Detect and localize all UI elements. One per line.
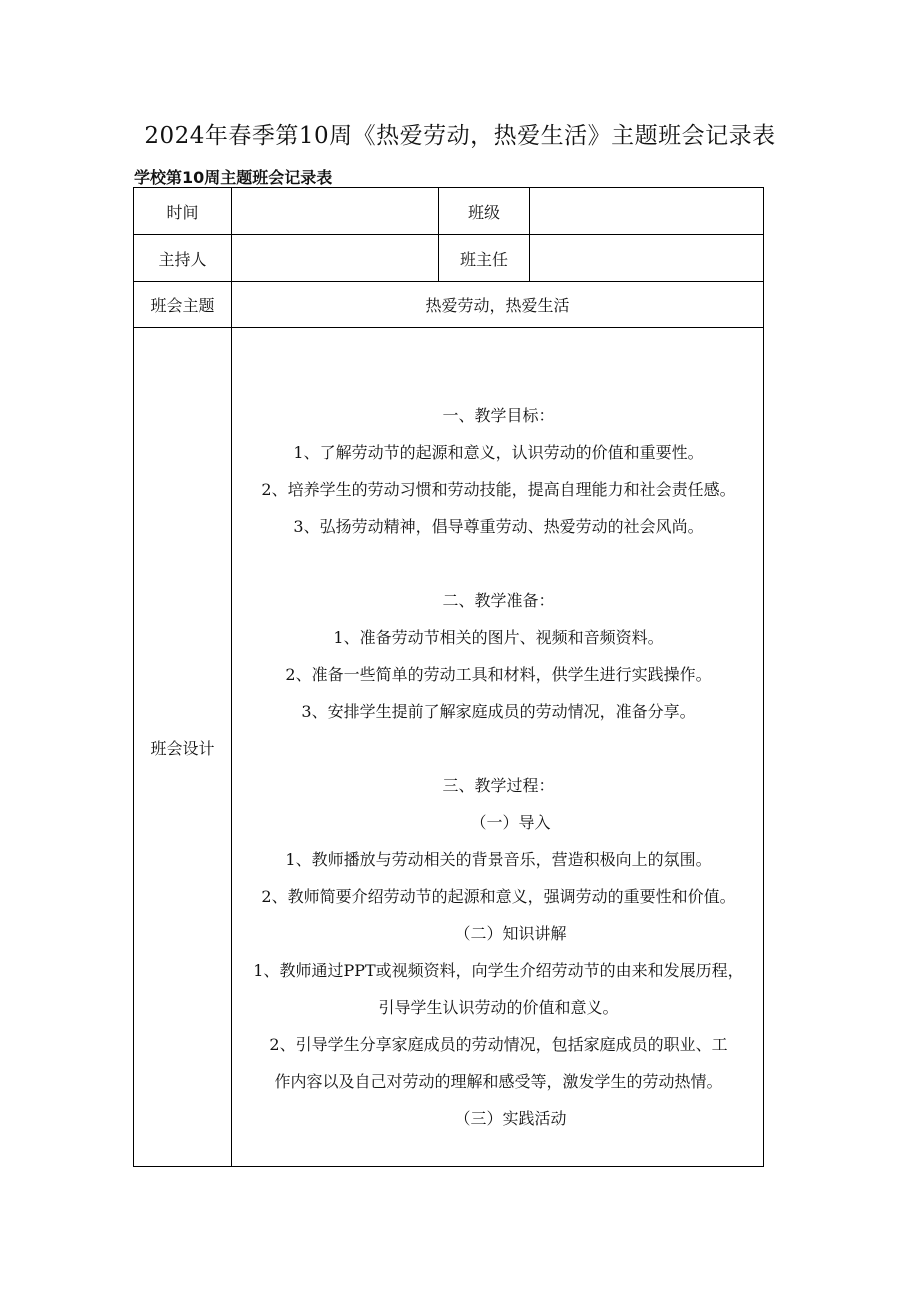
topic-label: 班会主题: [134, 282, 232, 328]
practice-heading: （三）实践活动: [454, 1109, 567, 1128]
design-content: [232, 328, 764, 1167]
knowledge-item-line: 引导学生认识劳动的价值和意义。: [378, 998, 619, 1017]
topic-value: 热爱劳动，热爱生活: [232, 282, 764, 328]
intro-heading: （一）导入: [470, 813, 551, 832]
prep-item: 2、准备一些简单的劳动工具和材料，供学生进行实践操作。: [285, 665, 712, 684]
goal-item: 1、了解劳动节的起源和意义，认识劳动的价值和重要性。: [293, 443, 704, 462]
class-label: 班级: [439, 188, 530, 235]
spacer: [234, 545, 763, 582]
host-field[interactable]: [232, 235, 439, 282]
design-label: 班会设计: [134, 328, 232, 1167]
document-title: 2024年春季第10周《热爱劳动，热爱生活》主题班会记录表: [144, 123, 776, 149]
host-label: 主持人: [134, 235, 232, 282]
goals-heading: 一、教学目标：: [442, 406, 555, 425]
intro-item: 2、教师简要介绍劳动节的起源和意义，强调劳动的重要性和价值。: [261, 887, 736, 906]
table-row-topic: [134, 282, 764, 328]
table-row-time: [134, 188, 764, 235]
process-heading: 三、教学过程：: [442, 776, 555, 795]
time-label: 时间: [134, 188, 232, 235]
prep-item: 1、准备劳动节相关的图片、视频和音频资料。: [333, 628, 664, 647]
goal-item: 3、弘扬劳动精神，倡导尊重劳动、热爱劳动的社会风尚。: [293, 517, 704, 536]
record-table: [133, 187, 764, 1167]
teacher-label: 班主任: [439, 235, 530, 282]
spacer: [234, 730, 763, 767]
table-row-host: [134, 235, 764, 282]
table-row-design: [134, 328, 764, 1167]
teacher-field[interactable]: [530, 235, 764, 282]
knowledge-item-line: 2、引导学生分享家庭成员的劳动情况，包括家庭成员的职业、工: [269, 1035, 728, 1054]
goal-item: 2、培养学生的劳动习惯和劳动技能，提高自理能力和社会责任感。: [261, 480, 736, 499]
time-field[interactable]: [232, 188, 439, 235]
document-subtitle: 学校第10周主题班会记录表: [134, 168, 333, 187]
prep-heading: 二、教学准备：: [442, 591, 555, 610]
knowledge-item-line: 1、教师通过PPT或视频资料，向学生介绍劳动节的由来和发展历程，: [253, 961, 744, 980]
class-field[interactable]: [530, 188, 764, 235]
knowledge-heading: （二）知识讲解: [454, 924, 567, 943]
prep-item: 3、安排学生提前了解家庭成员的劳动情况，准备分享。: [301, 702, 696, 721]
knowledge-item-line: 作内容以及自己对劳动的理解和感受等，激发学生的劳动热情。: [274, 1072, 723, 1091]
intro-item: 1、教师播放与劳动相关的背景音乐，营造积极向上的氛围。: [285, 850, 712, 869]
